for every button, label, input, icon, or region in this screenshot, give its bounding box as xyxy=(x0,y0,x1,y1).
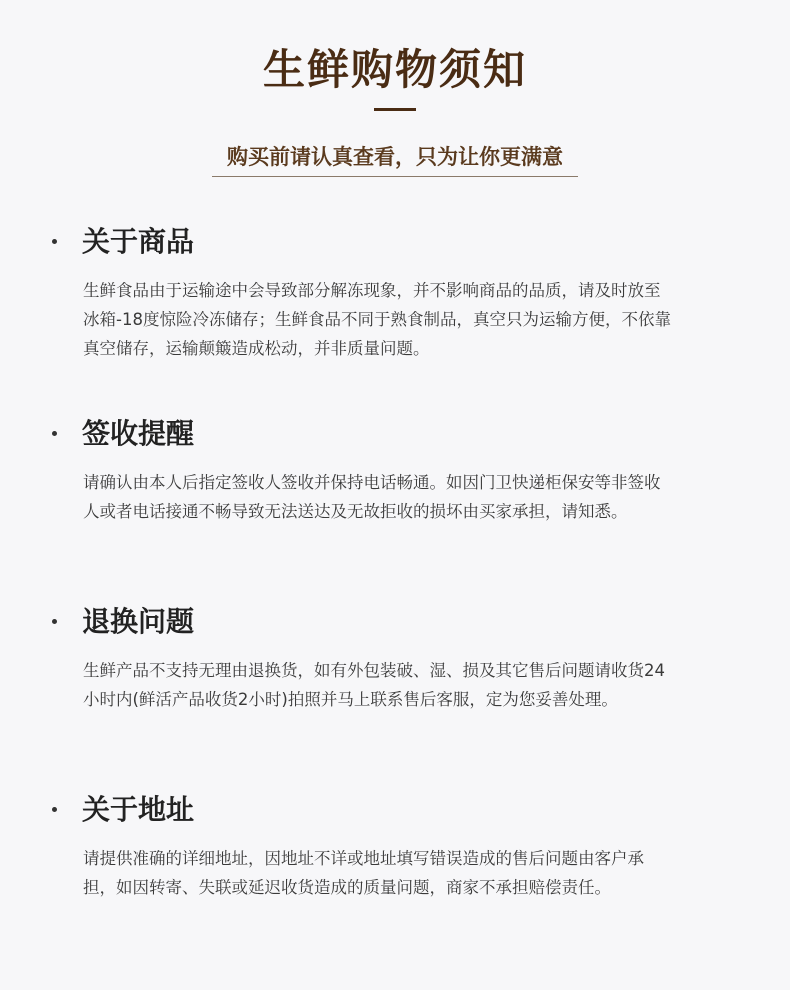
section-body: 请提供准确的详细地址，因地址不详或地址填写错误造成的售后问题由客户承担，如因转寄、失联或延迟收货造成的质量问题，商家不承担赔偿责任。 xyxy=(83,849,644,897)
section-heading: 签收提醒 xyxy=(82,417,195,450)
title-divider xyxy=(374,108,416,111)
section-body: 请确认由本人后指定签收人签收并保持电话畅通。如因门卫快递柜保安等非签收人或者电话接通不畅导致无法送达及无故拒收的损坏由买家承担，请知悉。 xyxy=(83,473,661,521)
page-title: 生鲜购物须知 xyxy=(262,45,527,94)
bullet-dot xyxy=(52,807,57,812)
page-subtitle: 购买前请认真查看，只为让你更满意 xyxy=(212,138,578,177)
section-body: 生鲜食品由于运输途中会导致部分解冻现象，并不影响商品的品质，请及时放至冰箱-18度惊险冷冻储存；生鲜食品不同于熟食制品，真空只为运输方便，不依靠真空储存，运输颠簸造成松动，并非质量问题。 xyxy=(83,281,671,358)
section-heading: 退换问题 xyxy=(82,605,195,638)
section-heading: 关于地址 xyxy=(82,793,195,826)
section-heading: 关于商品 xyxy=(82,225,195,258)
section-body: 生鲜产品不支持无理由退换货，如有外包装破、湿、损及其它售后问题请收货24小时内(鲜活产品收货2小时)拍照并马上联系售后客服，定为您妥善处理。 xyxy=(83,661,665,709)
bullet-dot xyxy=(52,619,57,624)
bullet-dot xyxy=(52,239,57,244)
bullet-dot xyxy=(52,431,57,436)
